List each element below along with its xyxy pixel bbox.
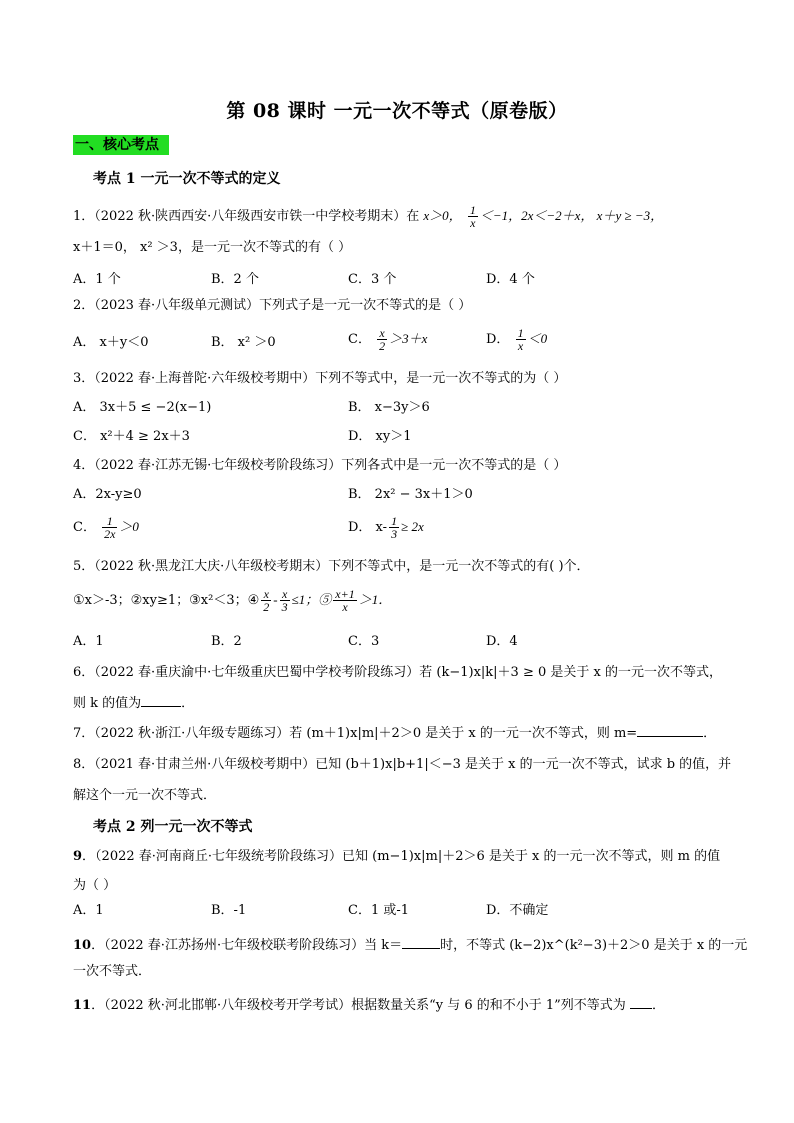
- question-10-line-2: 一次不等式．: [73, 964, 152, 979]
- answer-blank[interactable]: [630, 994, 652, 1009]
- q2-option-b: B． x² ＞0: [211, 335, 276, 350]
- question-8-line-2: 解这个一元一次不等式．: [73, 788, 217, 803]
- question-5: 5．（2022 秋·黑龙江大庆·八年级校考期末）下列不等式中，是一元一次不等式的有( )个．: [73, 559, 590, 574]
- q1-option-c: C．3 个: [348, 272, 397, 287]
- question-1: 1．（2022 秋·陕西西安·八年级西安市铁一中学校考期末）在 x＞0， $\frac{1}{x}$ ＜−1，2x＜−2＋x， x＋y ≥ −3，: [73, 203, 664, 230]
- question-8: 8．（2021 春·甘肃兰州·八年级校考期中）已知 (b＋1)x|b+1|＜−3 是关于 x 的一元一次不等式，试求 b 的值，并: [73, 757, 732, 772]
- question-4: 4．（2022 春·江苏无锡·七年级校考阶段练习）下列各式中是一元一次不等式的是（ ）: [73, 458, 567, 473]
- question-1-source: 1．（2022 秋·陕西西安·八年级西安市铁一中学校考期末）在: [73, 209, 420, 224]
- answer-blank[interactable]: [402, 934, 440, 949]
- q9-option-c: C．1 或-1: [348, 903, 410, 918]
- q9-option-b: B．-1: [211, 903, 247, 918]
- question-5-items: ①x＞-3；②xy≥1；③x²＜3；④ $\frac{x}{2}$ - $\frac{x}{3}$ ≤1；⑤ $\frac{x+1}{x}$ ＞1．: [73, 587, 392, 614]
- answer-blank[interactable]: [141, 692, 181, 707]
- question-3: 3．（2022 春·上海普陀·六年级校考期中）下列不等式中，是一元一次不等式的为（ ）: [73, 371, 567, 386]
- q4-option-a: A．2x-y≥0: [73, 487, 142, 502]
- q9-option-d: D．不确定: [486, 903, 549, 918]
- page-title: 第 08 课时 一元一次不等式（原卷版）: [226, 100, 568, 122]
- q3-option-c: C． x²＋4 ≥ 2x＋3: [73, 429, 190, 444]
- q2-option-a: A． x＋y＜0: [73, 335, 149, 350]
- fraction-1-over-x: $\frac{1}{x}$: [469, 203, 476, 230]
- q5-option-d: D．4: [486, 634, 518, 649]
- q4-option-b: B． 2x² − 3x＋1＞0: [348, 487, 473, 502]
- q4-option-d: D． x- $\frac{1}{3}$ ≥ 2x: [348, 514, 424, 541]
- section-heading: 一、核心考点: [73, 135, 169, 155]
- q3-option-d: D． xy＞1: [348, 429, 412, 444]
- q9-option-a: A．1: [73, 903, 104, 918]
- question-6: 6．（2022 春·重庆渝中·七年级重庆巴蜀中学校考阶段练习）若 (k−1)x|k|＋3 ≥ 0 是关于 x 的一元一次不等式，: [73, 665, 722, 680]
- q1-option-d: D．4 个: [486, 272, 535, 287]
- key-point-2-heading: 考点 2 列一元一次不等式: [93, 819, 253, 835]
- question-10: 10．（2022 春·江苏扬州·七年级校联考阶段练习）当 k＝ 时，不等式 (k−2)x^(k²−3)＋2＞0 是关于 x 的一元: [73, 934, 747, 956]
- question-9-line-2: 为（ ）: [73, 878, 117, 893]
- q5-option-b: B．2: [211, 634, 242, 649]
- q2-option-d: D． $\frac{1}{x}$ ＜0: [486, 326, 548, 353]
- q3-option-b: B． x−3y＞6: [348, 400, 430, 415]
- question-9: 9．（2022 春·河南商丘·七年级统考阶段练习）已知 (m−1)x|m|＋2＞6 是关于 x 的一元一次不等式，则 m 的值: [73, 849, 721, 864]
- question-6-line-2: 则 k 的值为 ．: [73, 692, 194, 714]
- q5-option-a: A．1: [73, 634, 104, 649]
- q1-option-a: A．1 个: [73, 272, 121, 287]
- q4-option-c: C． $\frac{1}{2x}$ ＞0: [73, 514, 139, 541]
- q2-option-c: C． $\frac{x}{2}$ ＞3＋x: [348, 326, 428, 353]
- question-2: 2．（2023 春·八年级单元测试）下列式子是一元一次不等式的是（ ）: [73, 298, 472, 313]
- q5-option-c: C．3: [348, 634, 380, 649]
- key-point-1-heading: 考点 1 一元一次不等式的定义: [93, 171, 281, 187]
- q1-option-b: B．2 个: [211, 272, 259, 287]
- question-7: 7．（2022 秋·浙江·八年级专题练习）若 (m＋1)x|m|＋2＞0 是关于 x 的一元一次不等式，则 m= ．: [73, 722, 716, 744]
- q3-option-a: A． 3x＋5 ≤ −2(x−1): [73, 400, 212, 415]
- question-11: 11．（2022 秋·河北邯郸·八年级校考开学考试）根据数量关系“y 与 6 的和不小于 1”列不等式为 ．: [73, 994, 665, 1016]
- question-1-line-2: x＋1＝0， x² ＞3，是一元一次不等式的有（ ）: [73, 240, 352, 255]
- answer-blank[interactable]: [637, 722, 703, 737]
